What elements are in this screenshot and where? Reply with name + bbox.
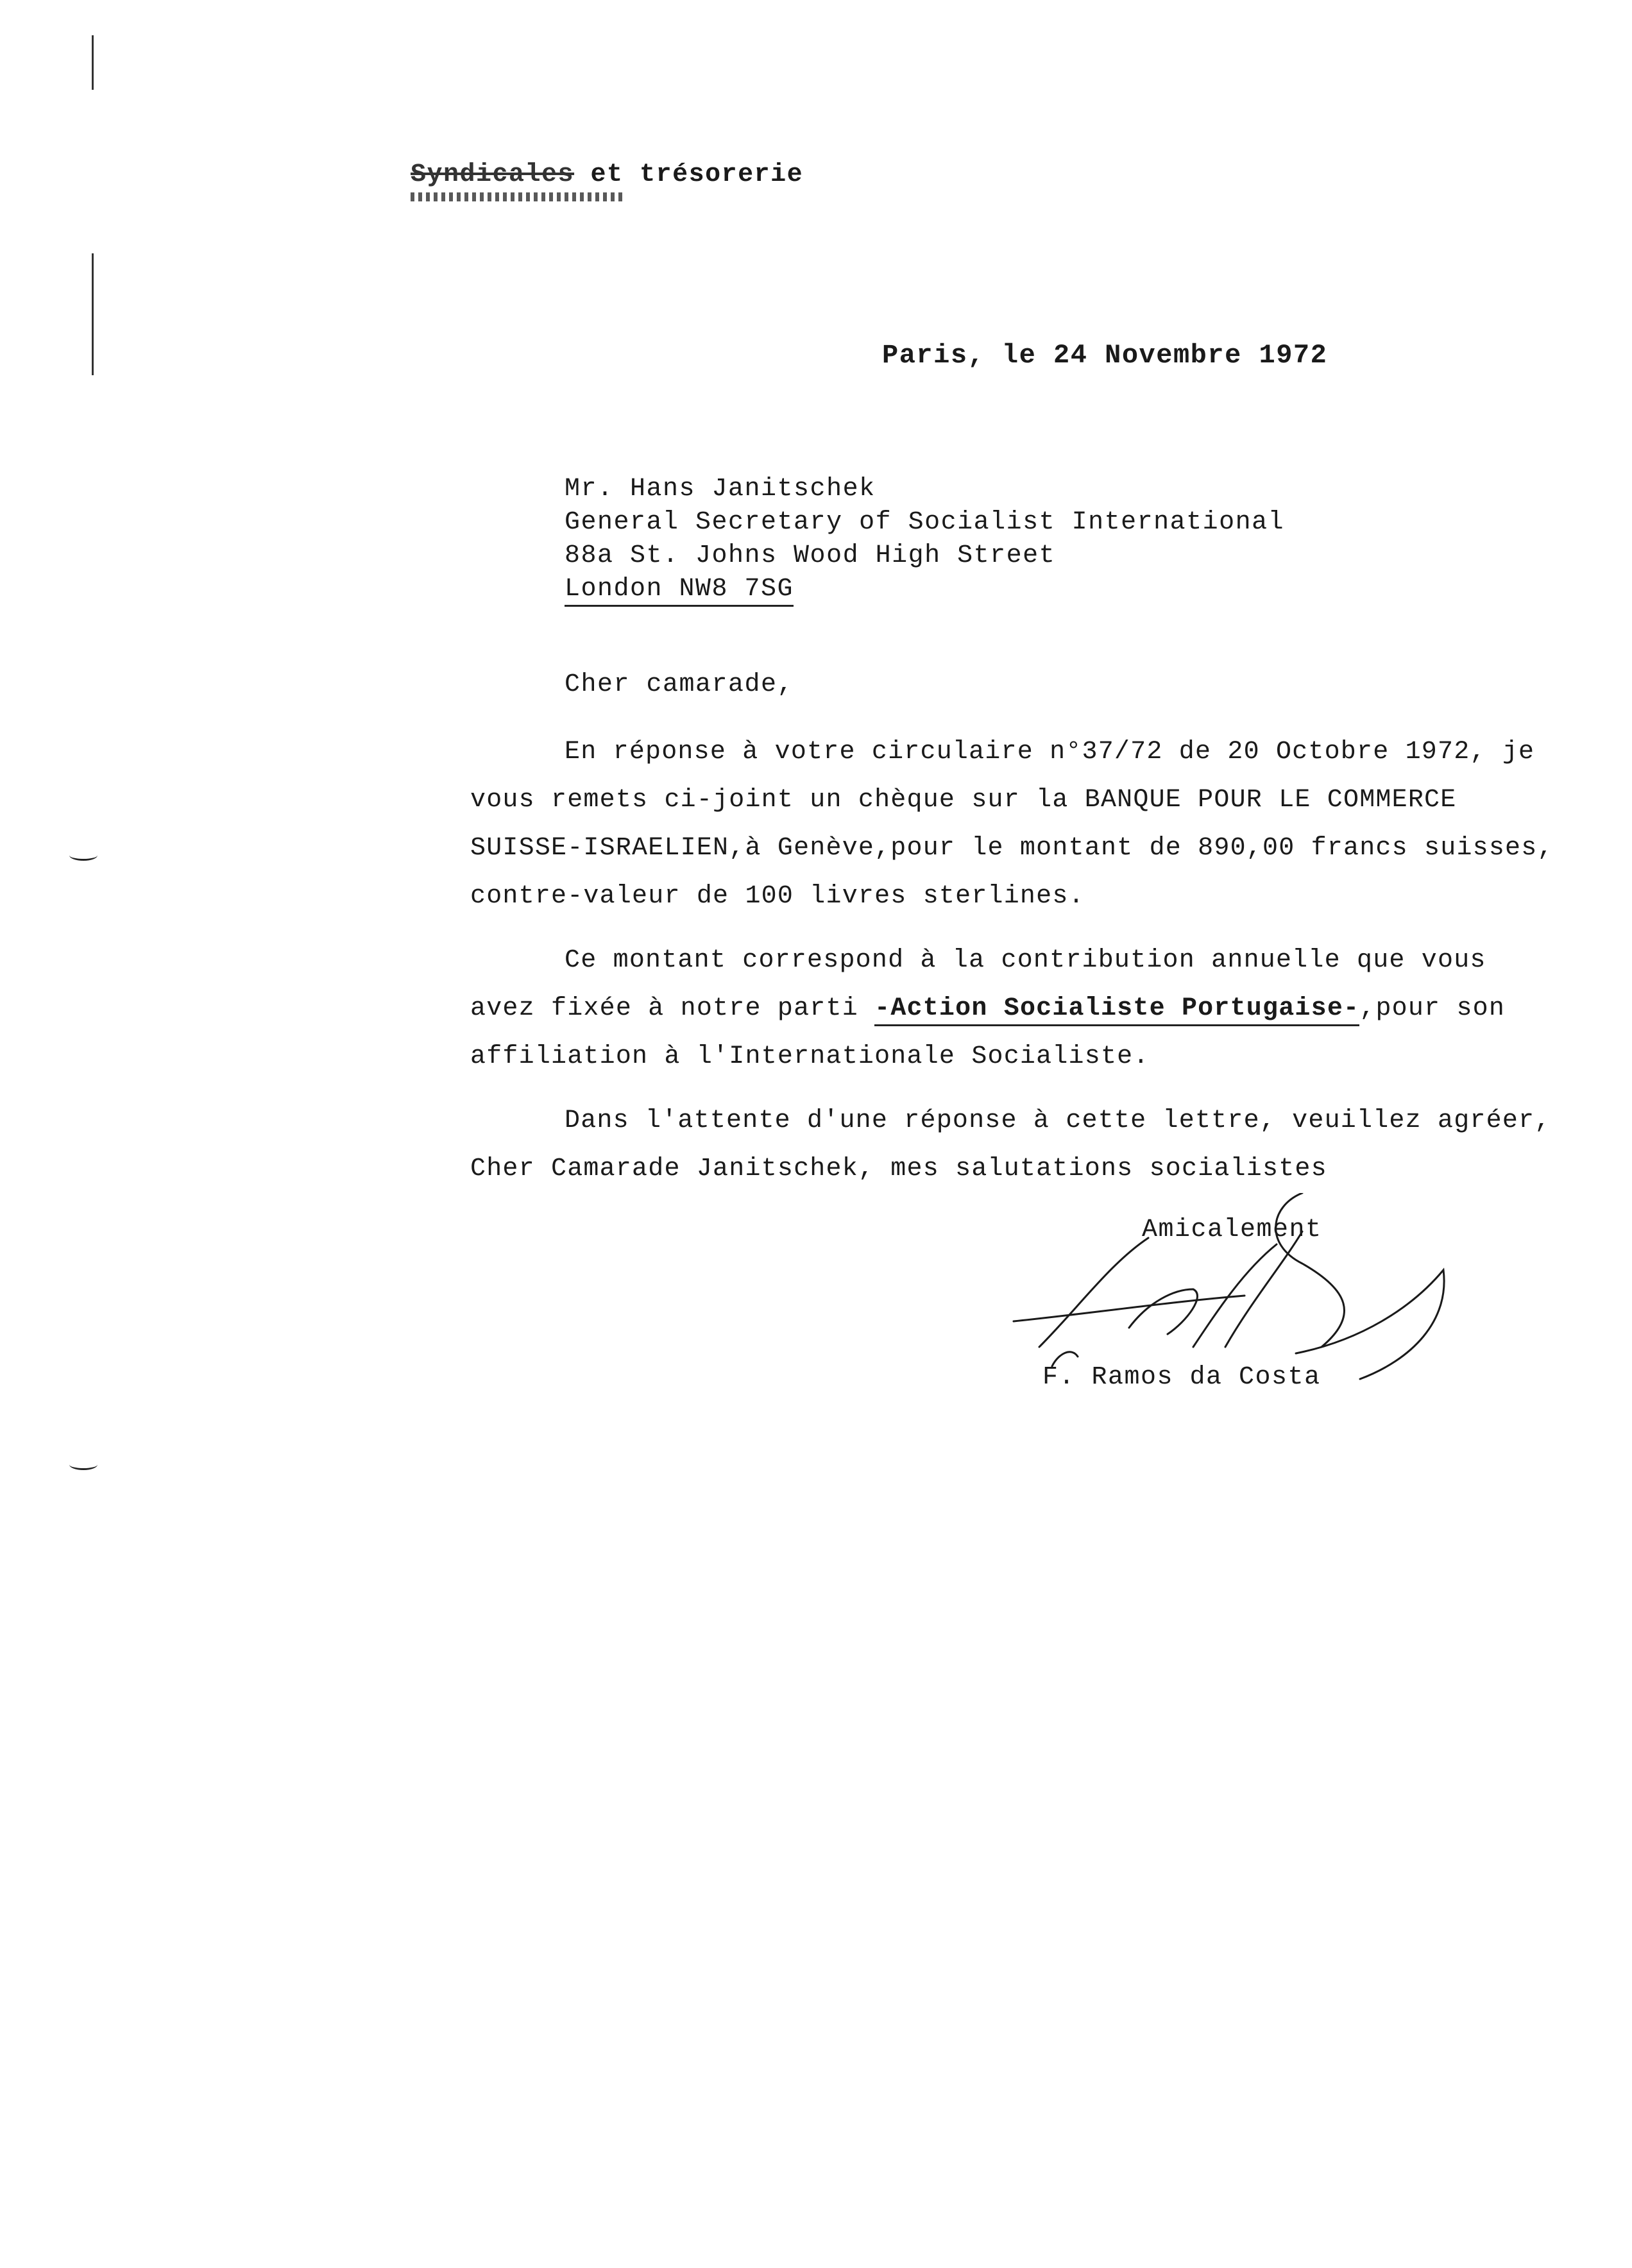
- signatory-name: F. Ramos da Costa: [1042, 1363, 1321, 1392]
- heading-rest: et trésorerie: [574, 160, 804, 189]
- recipient-title: General Secretary of Socialist International: [565, 508, 1285, 537]
- paragraph-payment: [470, 728, 1561, 920]
- recipient-city: London NW8 7SG: [565, 575, 794, 607]
- heading-struck-word: Syndicales: [411, 160, 575, 189]
- typed-x-overstrike: [411, 192, 622, 201]
- paragraph-payment-text: En réponse à votre circulaire n°37/72 de 20 Octobre 1972, je vous remets ci-joint un chèque sur la BANQUE POUR LE COMMERCE SUISSE-ISRAELIEN,à Genève,pour le montant de 890,00 francs suisses, contre-valeur de 100 livres sterlines.: [470, 738, 1554, 911]
- salutation: Cher camarade,: [565, 670, 794, 699]
- paragraph-closing-text: Dans l'attente d'une réponse à cette lettre, veuillez agréer, Cher Camarade Janitschek, mes salutations socialistes: [470, 1106, 1551, 1183]
- department-heading: [411, 160, 803, 189]
- party-name: -Action Socialiste Portugaise-: [874, 994, 1359, 1026]
- margin-line-mid: [92, 253, 94, 375]
- paragraph-contribution: [470, 936, 1561, 1081]
- punch-mark-1: [69, 850, 98, 861]
- recipient-name: Mr. Hans Janitschek: [565, 475, 876, 504]
- paragraph-closing: [470, 1097, 1561, 1193]
- paragraph-contribution-after: ,pour son affiliation à l'Internationale Socialiste.: [470, 994, 1506, 1071]
- place-date: Paris, le 24 Novembre 1972: [882, 340, 1328, 371]
- margin-line-top: [92, 35, 94, 90]
- closing: Amicalement: [1142, 1215, 1322, 1244]
- recipient-street: 88a St. Johns Wood High Street: [565, 541, 1056, 570]
- handwritten-signature: [1001, 1193, 1488, 1411]
- punch-mark-2: [69, 1459, 98, 1470]
- paragraph-contribution-before: Ce montant correspond à la contribution annuelle que vous avez fixée à notre parti: [470, 946, 1486, 1023]
